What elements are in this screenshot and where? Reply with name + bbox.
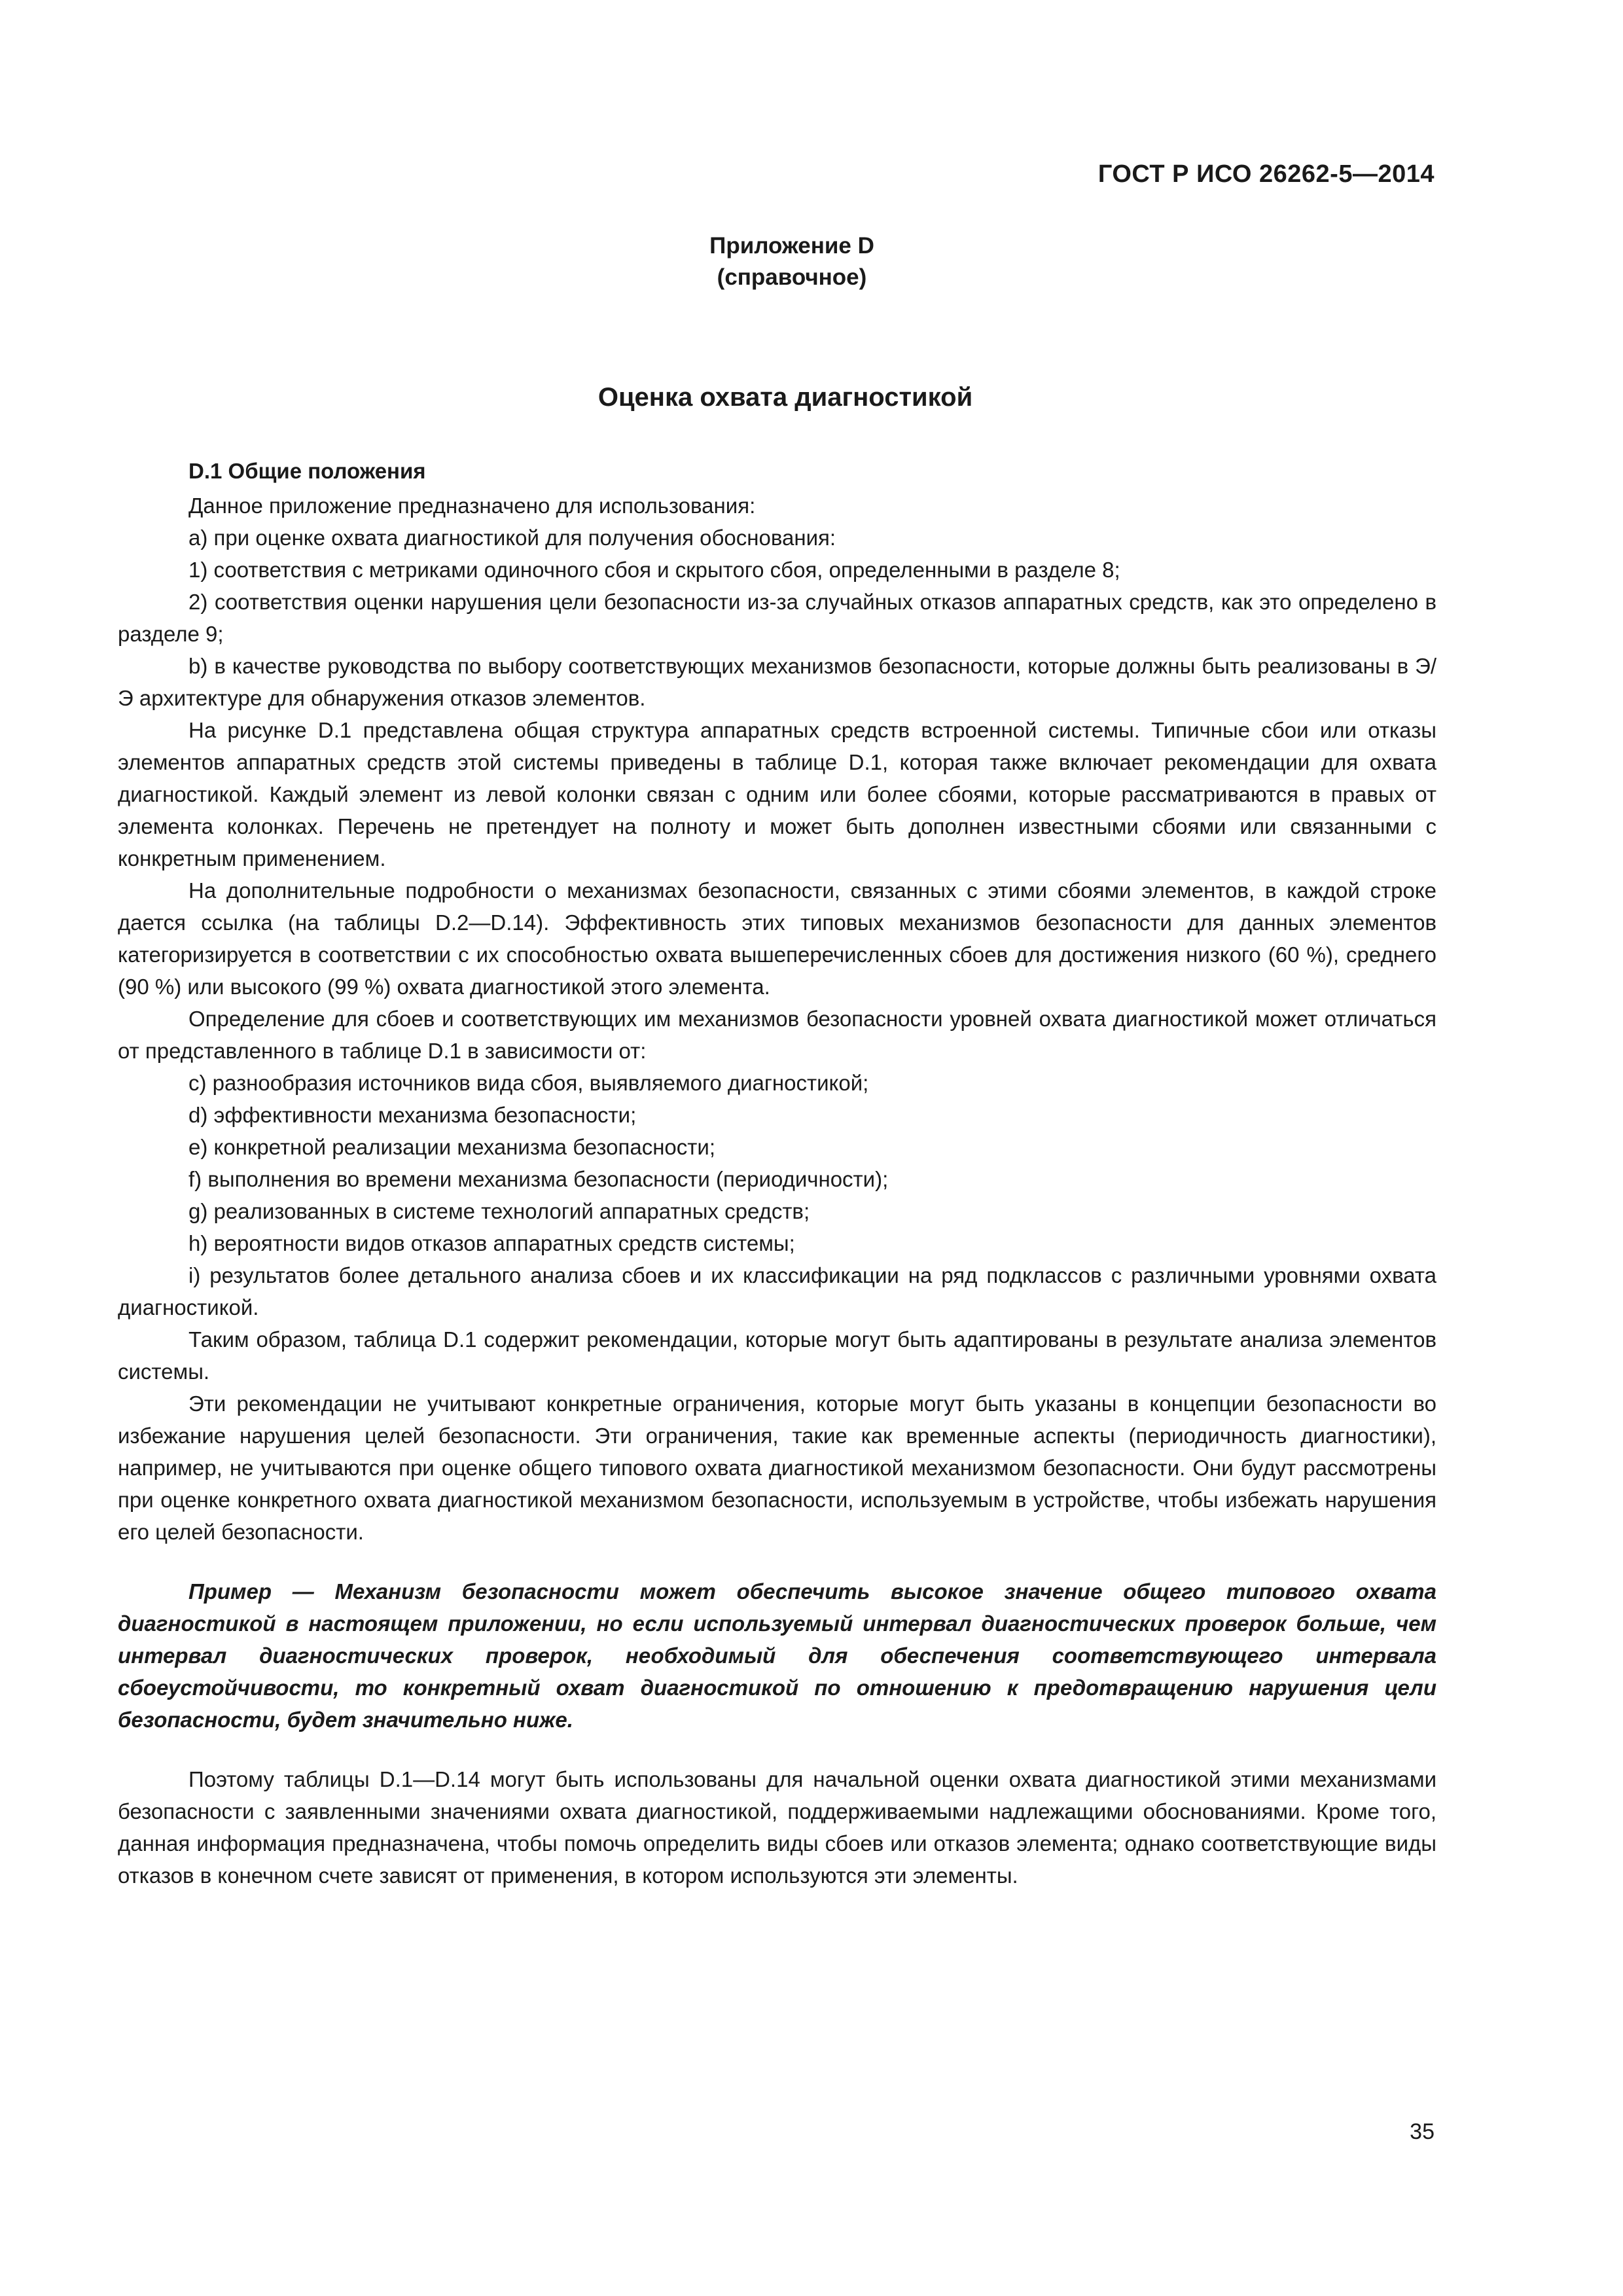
paragraph: Таким образом, таблица D.1 содержит рекомендации, которые могут быть адаптированы в результате анализа элементов системы. — [118, 1327, 1436, 1384]
paragraph: Данное приложение предназначено для использования: — [188, 493, 756, 518]
document-title: Оценка охвата диагностикой — [597, 383, 973, 412]
paragraph: На рисунке D.1 представлена общая структура аппаратных средств встроенной системы. Типичные сбои или отказы элементов аппаратных средств этой системы приведены в таблице D.1, которая также включает рекомендации для охвата диагностикой. Каждый элемент из левой колонки связан с одним или более сбоями, которые рассматриваются в правых от элемента колонках. Перечень не претендует на полноту и может быть дополнен известными сбоями или связанными с конкретным применением. — [118, 718, 1436, 870]
list-item: d) эффективности механизма безопасности; — [188, 1103, 637, 1127]
standard-code: ГОСТ Р ИСО 26262-5—2014 — [1097, 160, 1435, 188]
example-note: Пример — Механизм безопасности может обеспечить высокое значение общего типового охвата диагностикой в настоящем приложении, но если используемый интервал диагностических проверок больше, чем интервал диагностических проверок, необходимый для обеспечения соответствующего интервала сбоеустойчивости, то конкретный охват диагностикой по отношению к предотвращению нарушения цели безопасности, будет значительно ниже. — [118, 1579, 1436, 1732]
annex-heading — [0, 230, 1584, 293]
list-item: i) результатов более детального анализа сбоев и их классификации на ряд подклассов с различными уровнями охвата диагностикой. — [118, 1263, 1436, 1319]
list-item: b) в качестве руководства по выбору соответствующих механизмов безопасности, которые должны быть реализованы в Э/Э архитектуре для обнаружения отказов элементов. — [118, 654, 1436, 710]
annex-label: Приложение D — [709, 233, 874, 259]
list-item: 2) соответствия оценки нарушения цели безопасности из-за случайных отказов аппаратных средств, как это определено в разделе 9; — [118, 590, 1436, 646]
list-item: h) вероятности видов отказов аппаратных средств системы; — [188, 1231, 795, 1255]
page-number: 35 — [1410, 2119, 1435, 2144]
list-item: a) при оценке охвата диагностикой для получения обоснования: — [188, 526, 836, 550]
section-heading: D.1 Общие положения — [188, 459, 426, 483]
annex-type: (справочное) — [717, 264, 867, 290]
list-item: c) разнообразия источников вида сбоя, выявляемого диагностикой; — [188, 1071, 869, 1095]
list-item: 1) соответствия с метриками одиночного сбоя и скрытого сбоя, определенными в разделе 8; — [188, 558, 1120, 582]
list-item: g) реализованных в системе технологий аппаратных средств; — [188, 1199, 810, 1223]
list-item: e) конкретной реализации механизма безопасности; — [188, 1135, 715, 1159]
paragraph: На дополнительные подробности о механизмах безопасности, связанных с этими сбоями элементов, в каждой строке дается ссылка (на таблицы D.2—D.14). Эффективность этих типовых механизмов безопасности для данных элементов категоризируется в соответствии с их способностью охвата вышеперечисленных сбоев для достижения низкого (60 %), среднего (90 %) или высокого (99 %) охвата диагностикой этого элемента. — [118, 878, 1436, 999]
paragraph: Поэтому таблицы D.1—D.14 могут быть использованы для начальной оценки охвата диагностикой этими механизмами безопасности с заявленными значениями охвата диагностикой, поддерживаемыми надлежащими обоснованиями. Кроме того, данная информация предназначена, чтобы помочь определить виды сбоев или отказов элемента; однако соответствующие виды отказов в конечном счете зависят от применения, в котором используются эти элементы. — [118, 1767, 1436, 1888]
body-text — [118, 455, 1436, 1892]
list-item: f) выполнения во времени механизма безопасности (периодичности); — [188, 1167, 889, 1191]
paragraph: Эти рекомендации не учитывают конкретные ограничения, которые могут быть указаны в концепции безопасности во избежание нарушения целей безопасности. Эти ограничения, такие как временные аспекты (периодичность диагностики), например, не учитываются при оценке общего типового охвата диагностикой механизмом безопасности. Они будут рассмотрены при оценке конкретного охвата диагностикой механизмом безопасности, используемым в устройстве, чтобы избежать нарушения его целей безопасности. — [118, 1391, 1436, 1544]
paragraph: Определение для сбоев и соответствующих им механизмов безопасности уровней охвата диагностикой может отличаться от представленного в таблице D.1 в зависимости от: — [118, 1007, 1436, 1063]
